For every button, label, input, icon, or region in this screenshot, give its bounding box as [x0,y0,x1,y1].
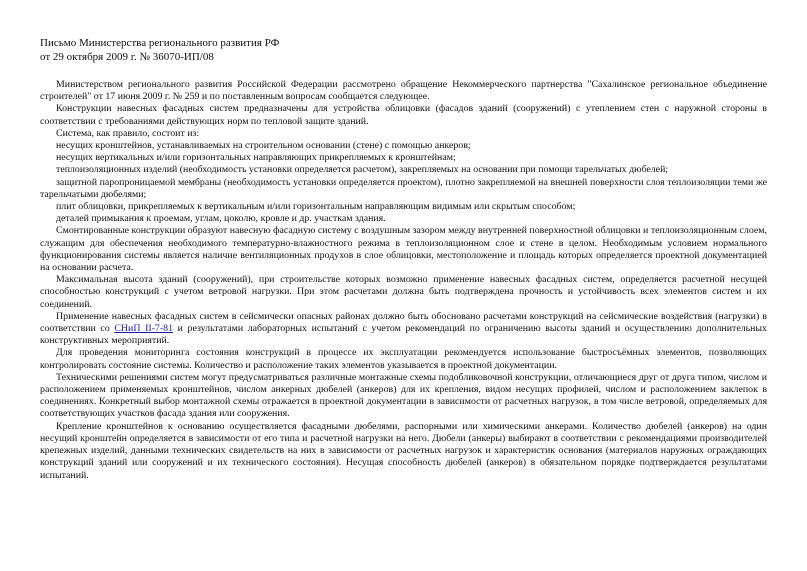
document-header [40,36,767,64]
document-date-number: от 29 октября 2009 г. № 36070-ИП/08 [40,51,214,63]
paragraph: Для проведения мониторинга состояния конструкций в процессе их эксплуатации рекомендуется использование быстросъёмных элементов, позволяющих контролировать состояние системы. Количество и расположение таких элементов указывается в проектной документации. [40,347,767,371]
paragraph: Крепление кронштейнов к основанию осуществляется фасадными дюбелями, распорными или химическими анкерами. Количество дюбелей (анкеров) на один несущий кронштейн определяется в зависимости от его типа и расчетной нагрузки на него. Дюбели (анкеры) выбирают в соответствии с рекомендациями производителей крепежных изделий, данными технических свидетельств на них в зависимости от расчетных нагрузок и характеристик основания (материалов наружных ограждающих конструкций зданий или сооружений и их технического состояния). Несущая способность дюбелей (анкеров) в обязательном порядке подтверждается результатами испытаний. [40,420,767,481]
list-item: деталей примыкания к проемам, углам, цоколю, кровле и др. участкам здания. [56,213,386,225]
list-item: плит облицовки, прикрепляемых к вертикальным и/или горизонтальным направляющим видимым или скрытым способом; [56,201,576,213]
paragraph-text-after: и результатами лабораторных испытаний с учетом рекомендаций по ограничению высоты зданий и осуществлению дополнительных конструктивных мероприятий. [40,323,767,347]
snip-link[interactable]: СНиП II-7-81 [114,323,174,335]
paragraph-text-before: Применение навесных фасадных систем в сейсмически опасных районах должно быть обосновано расчетами конструкций на сейсмические воздействия (нагрузки) в соответствии со [40,310,767,335]
document-page [40,36,767,482]
list-item: несущих вертикальных и/или горизонтальных направляющих прикрепляемых к кронштейнам; [56,152,456,164]
paragraph: Конструкции навесных фасадных систем предназначены для устройства облицовки (фасадов зданий (сооружений) с утеплением стен с наружной стороны в соответствии с требованиями действующих норм по тепловой защите зданий. [40,103,767,127]
list-item: защитной паропроницаемой мембраны (необходимость установки определяется проектом), плотно закрепляемой на внешней поверхности слоя теплоизоляции теми же тарельчатыми дюбелями; [40,176,767,200]
document-title: Письмо Министерства регионального развития РФ [40,37,280,49]
paragraph: Смонтированные конструкции образуют навесную фасадную систему с воздушным зазором между внутренней поверхностной облицовки и теплоизоляционным слоем, служащим для обеспечения необходимого температурно-влажностного режима в теплоизоляционном слое и стене в целом. Необходимым условием нормального функционирования системы является наличие вентиляционных продухов в слое облицовки, местоположение и площадь которых определяется проектной документацией на основании расчета. [40,225,767,274]
paragraph: Техническими решениями систем могут предусматриваться различные монтажные схемы подобликовочной конструкции, отличающиеся друг от друга типом, числом и расположением применяемых кронштейнов, числом анкерных дюбелей (анкеров) для их крепления, видом несущих профилей, числом и расположением заклепок в соединениях. Конкретный выбор монтажной схемы отражается в проектной документации в зависимости от расчетных нагрузок, в том числе ветровой, определяемых для соответствующих участков фасада здания или сооружения. [40,371,767,420]
document-body [40,79,767,482]
paragraph: Система, как правило, состоит из: [56,127,200,139]
paragraph: Министерством регионального развития Российской Федерации рассмотрено обращение Некоммерческого партнерства "Сахалинское региональное объединение строителей" от 17 июня 2009 г. № 259 и по поставленным вопросам сообщается следующее. [40,79,767,103]
list-item: теплоизоляционных изделий (необходимость установки определяется расчетом), закрепляемых на основании при помощи тарельчатых дюбелей; [56,164,669,176]
list-item: несущих кронштейнов, устанавливаемых на строительном основании (стене) с помощью анкеров; [56,140,471,152]
paragraph: Максимальная высота зданий (сооружений), при строительстве которых возможно применение навесных фасадных систем, определяется расчетной несущей способностью конструкций с учетом ветровой нагрузки. При этом расчетами должна быть подтверждена прочность и устойчивость всех элементов систем и их соединений. [40,274,767,310]
paragraph-with-link [40,311,767,348]
